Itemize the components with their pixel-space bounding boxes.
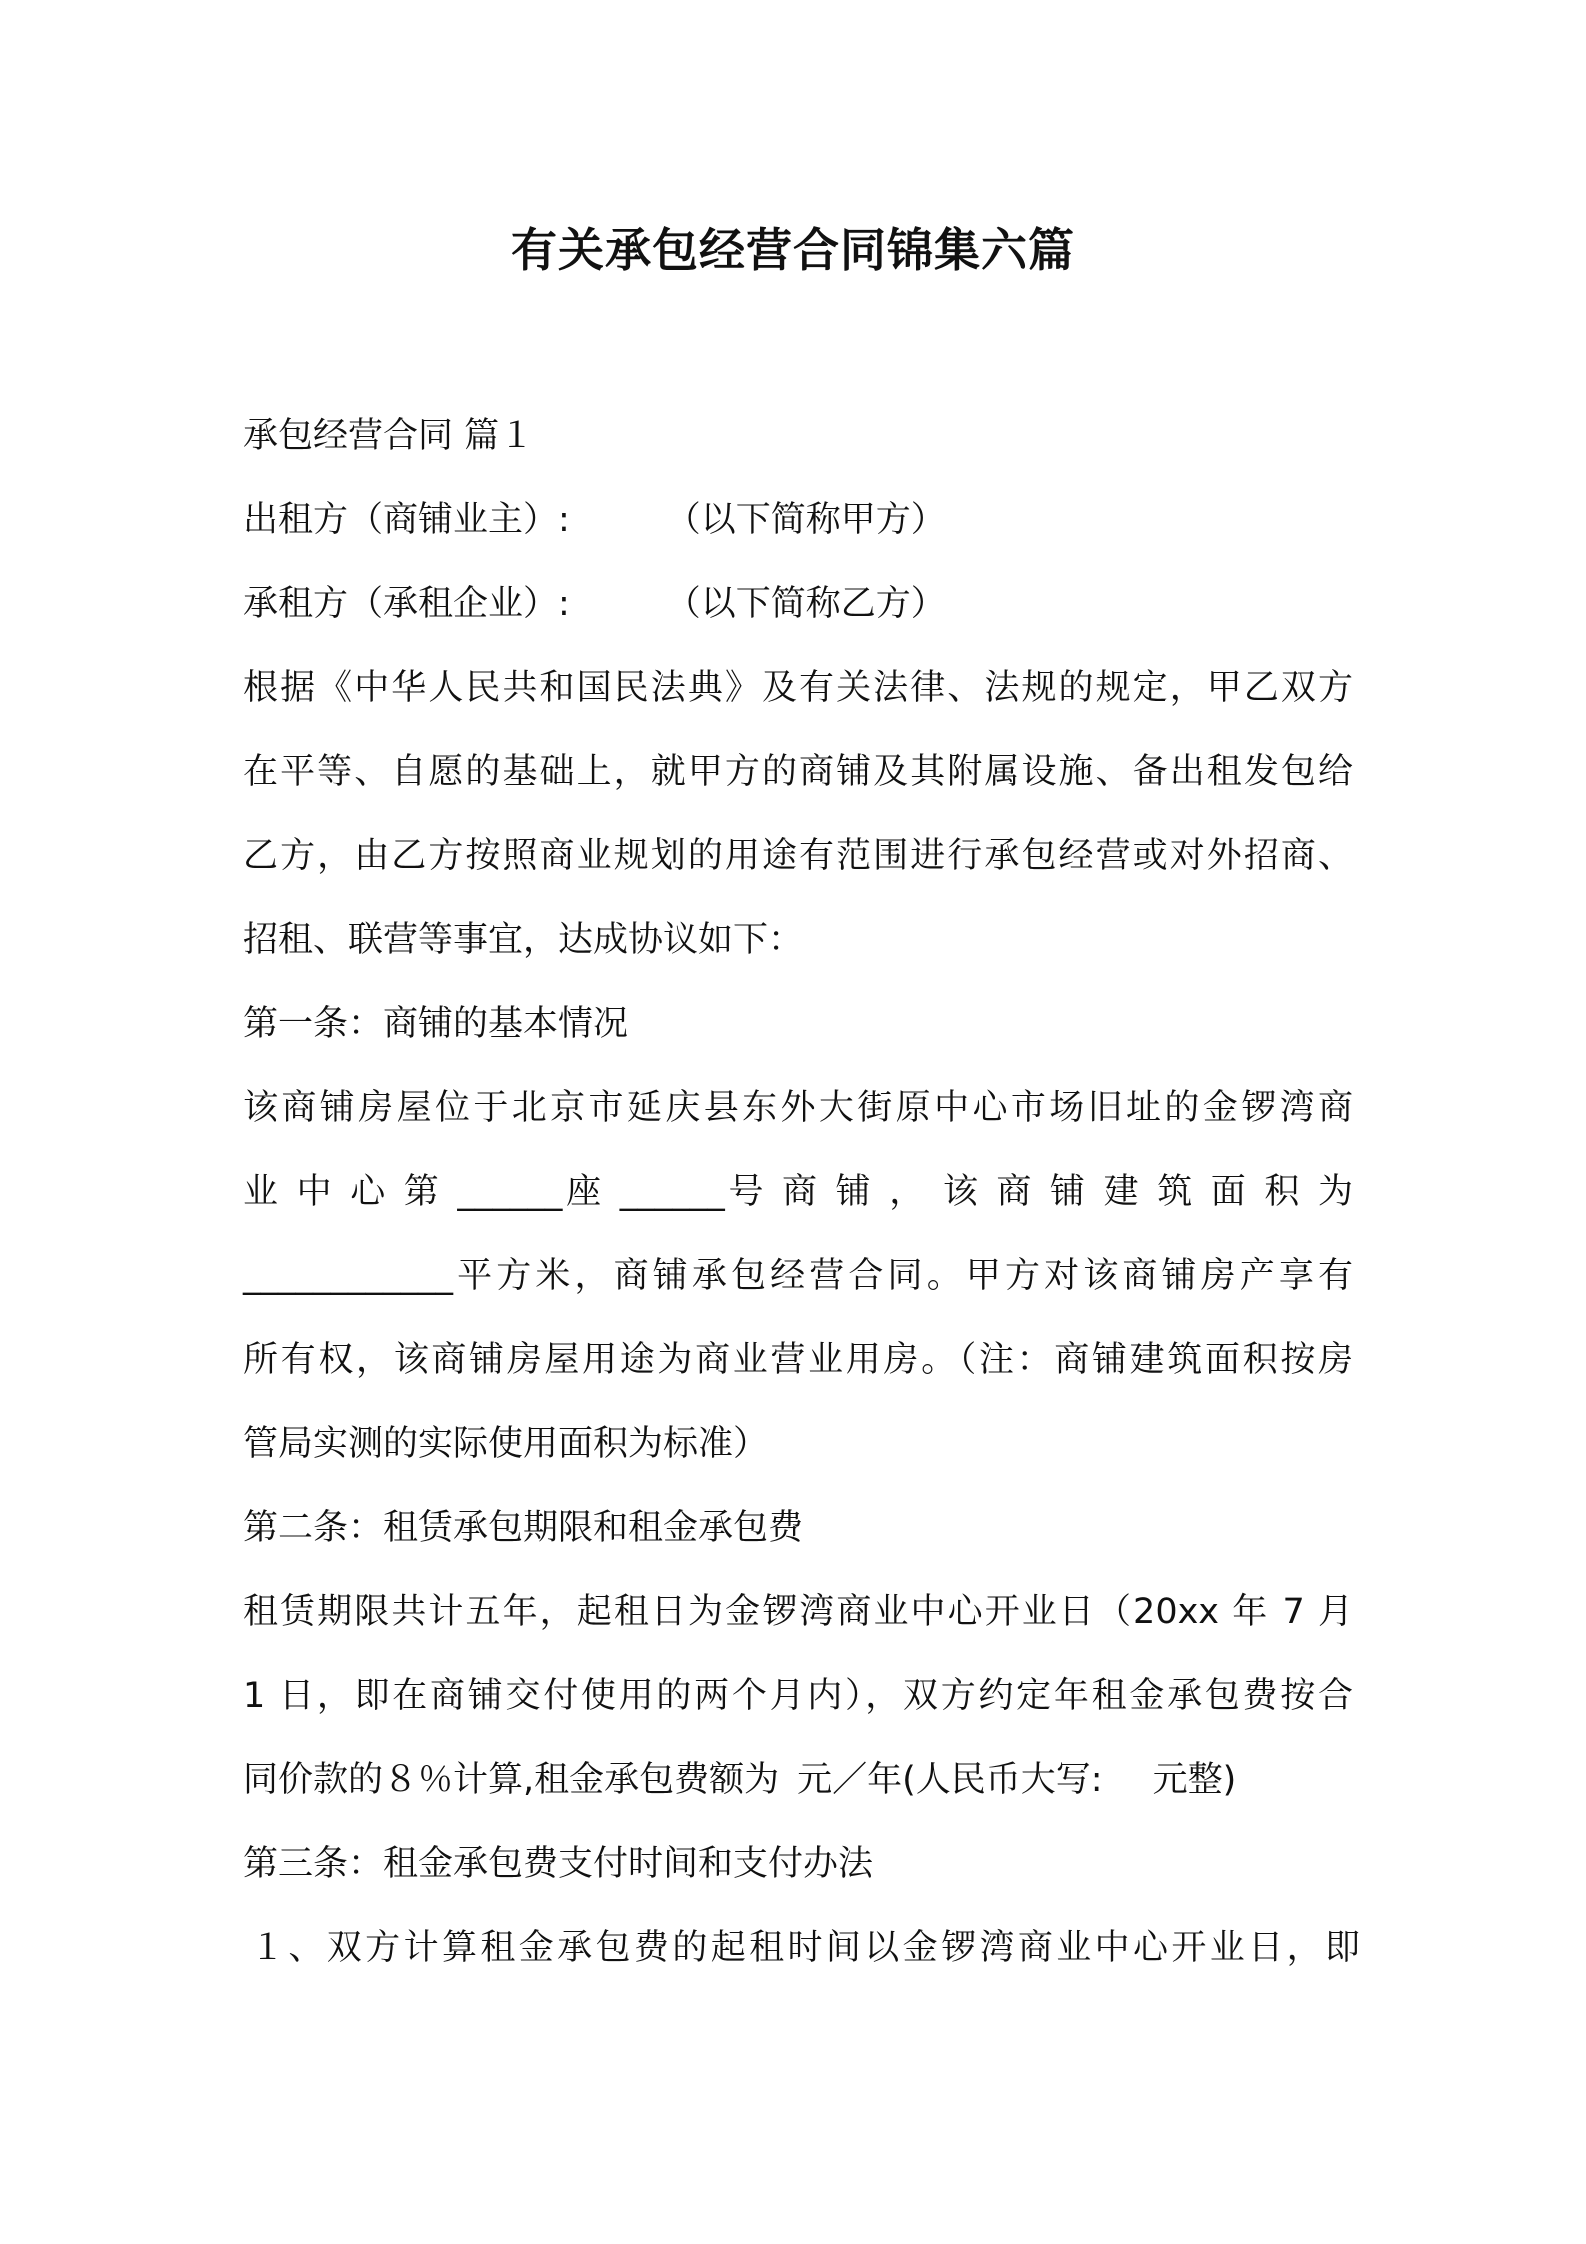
- article2-last-line: [243, 1756, 1353, 1804]
- article2-last-b: 元／年(人民币大写:: [797, 1760, 1103, 1800]
- lessor-note: （以下简称甲方）: [665, 500, 946, 540]
- lessee-line: [243, 580, 1353, 628]
- lessee-note: （以下简称乙方）: [665, 584, 946, 624]
- article1-line: ____________平方米，商铺承包经营合同。甲方对该商铺房产享有: [243, 1256, 1353, 1296]
- article1-line: 管局实测的实际使用面积为标准）: [243, 1424, 769, 1464]
- section-heading: 承包经营合同 篇１: [243, 416, 535, 456]
- article2-last-c: 元整): [1152, 1760, 1237, 1800]
- intro-line: 招租、联营等事宜，达成协议如下：: [243, 920, 804, 960]
- intro-line: 根据《中华人民共和国民法典》及有关法律、法规的规定，甲乙双方: [243, 668, 1353, 708]
- article3-line: １、双方计算租金承包费的起租时间以金锣湾商业中心开业日，即: [250, 1928, 1360, 1968]
- article2-heading: 第二条：租赁承包期限和租金承包费: [243, 1508, 804, 1548]
- lessor-line: [243, 496, 1353, 544]
- article2-line: 租赁期限共计五年，起租日为金锣湾商业中心开业日（20xx 年 7 月: [243, 1592, 1353, 1632]
- article3-heading: 第三条：租金承包费支付时间和支付办法: [243, 1844, 874, 1884]
- article1-line: 所有权，该商铺房屋用途为商业营业用房。（注：商铺建筑面积按房: [243, 1340, 1353, 1380]
- lessee-label: 承租方（承租企业）:: [243, 584, 570, 624]
- article1-line: 业 中 心 第 ______座 ______号 商 铺 ， 该 商 铺 建 筑 面 积 为: [243, 1172, 1353, 1212]
- article2-line: 1 日，即在商铺交付使用的两个月内），双方约定年租金承包费按合: [243, 1676, 1353, 1716]
- lessor-label: 出租方（商铺业主）:: [243, 500, 570, 540]
- intro-line: 乙方，由乙方按照商业规划的用途有范围进行承包经营或对外招商、: [243, 836, 1353, 876]
- intro-line: 在平等、自愿的基础上，就甲方的商铺及其附属设施、备出租发包给: [243, 752, 1353, 792]
- document-title: 有关承包经营合同锦集六篇: [511, 223, 1075, 277]
- article1-line: 该商铺房屋位于北京市延庆县东外大街原中心市场旧址的金锣湾商: [243, 1088, 1353, 1128]
- article1-heading: 第一条：商铺的基本情况: [243, 1004, 629, 1044]
- article2-last-a: 同价款的８％计算,租金承包费额为: [243, 1760, 780, 1800]
